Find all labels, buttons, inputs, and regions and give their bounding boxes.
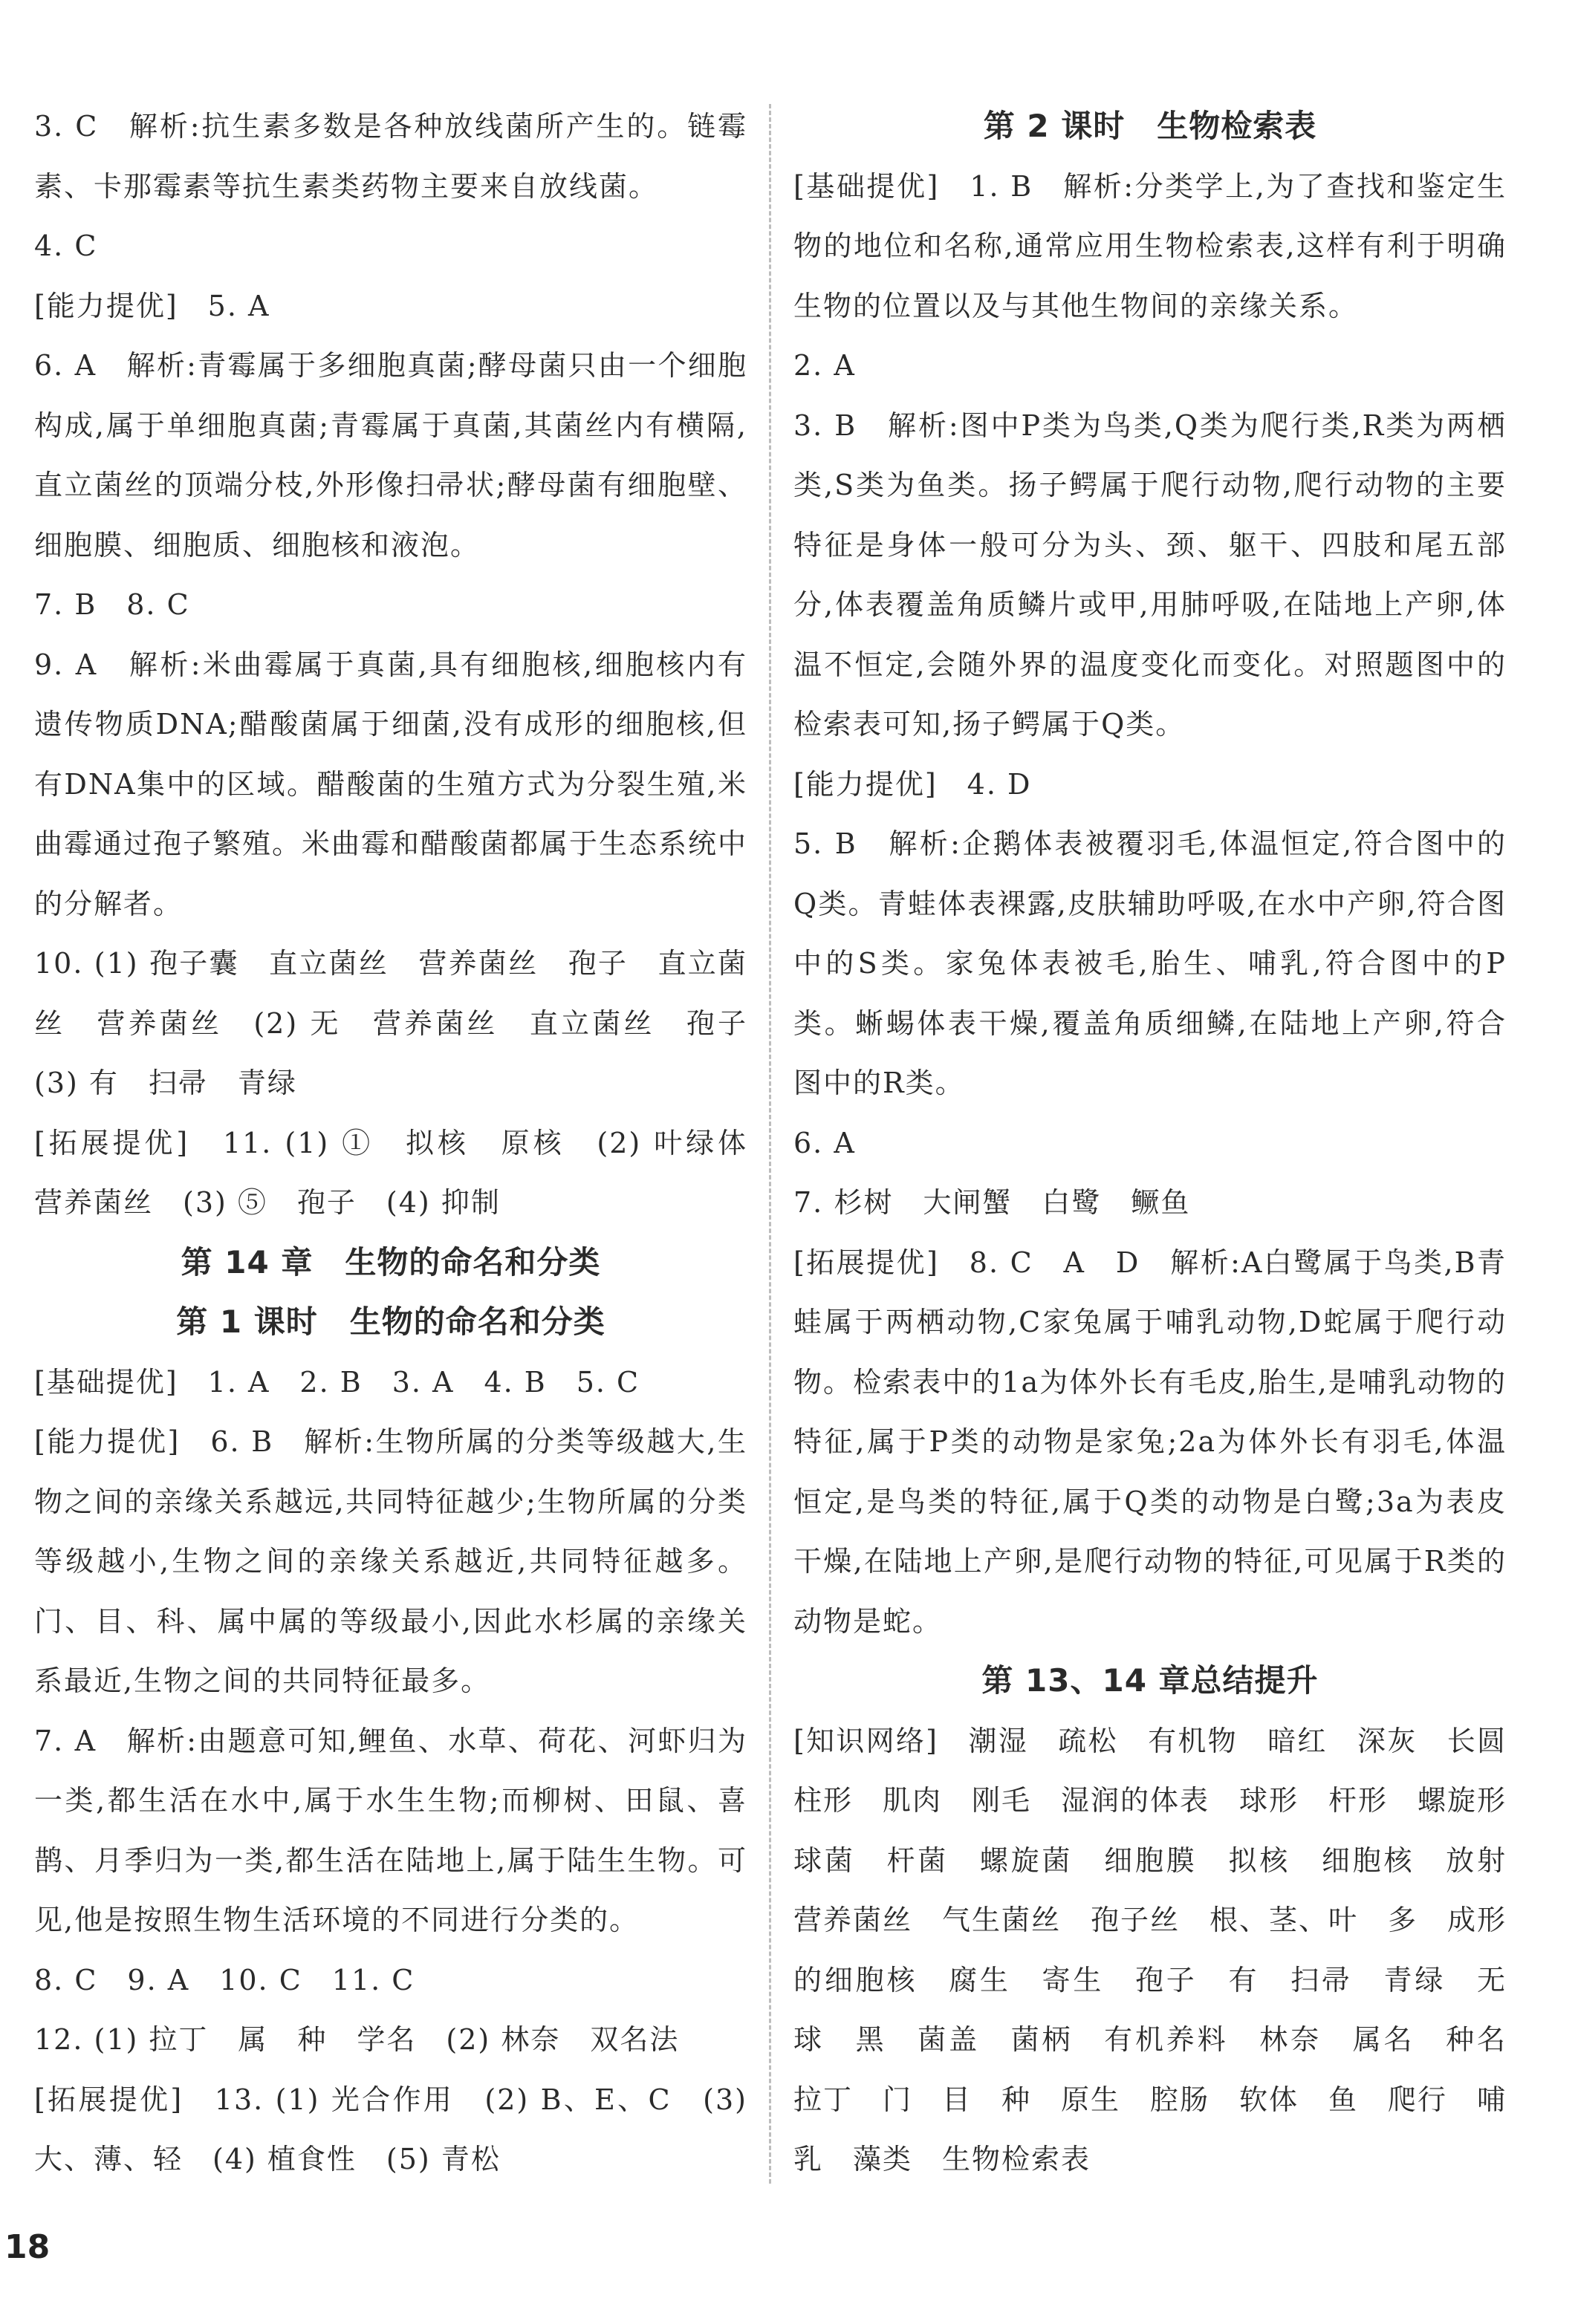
knowledge-network: [知识网络] 潮湿 疏松 有机物 暗红 深灰 长圆柱形 肌肉 刚毛 湿润的体表 球形 杆形 螺旋形 球菌 杆菌 螺旋菌 细胞膜 拟核 细胞核 放射 营养菌丝 气生菌丝 孢子丝 根、茎、叶 多 成形的细胞核 腐生 寄生 孢子 有 扫帚 青绿 无 球 黑 菌盖 菌柄 有机养料 林奈 属名 种名 拉丁 门 目 种 原生 腔肠 软体 鱼 爬行 哺乳 藻类 生物检索表 (793, 1724, 1537, 2175)
summary-title: 第 13、14 章总结提升 (981, 1662, 1319, 1699)
answer-5: 5. B 解析:企鹅体表被覆羽毛,体温恒定,符合图中的Q类。青蛙体表裸露,皮肤辅助呼吸,在水中产卵,符合图中的S类。家兔体表被毛,胎生、哺乳,符合图中的P类。蜥蜴体表干燥,覆盖角质细鳞,在陆地上产卵,符合图中的R类。 (793, 827, 1507, 1099)
column-divider (769, 104, 771, 2184)
lesson-1-title: 第 1 课时 生物的命名和分类 (176, 1303, 605, 1340)
ability-section-4: [能力提优] 4. D (793, 767, 1032, 801)
answer-6: 6. A 解析:青霉属于多细胞真菌;酵母菌只由一个细胞构成,属于单细胞真菌;青霉属于真菌,其菌丝内有横隔,直立菌丝的顶端分枝,外形像扫帚状;酵母菌有细胞壁、细胞膜、细胞质、细胞核和液泡。 (34, 349, 747, 562)
answer-8-11: 8. C 9. A 10. C 11. C (34, 1963, 415, 1996)
extension-section-13: [拓展提优] 13. (1) 光合作用 (2) B、E、C (3) 大、薄、轻 (4) 植食性 (5) 青松 (34, 2083, 747, 2175)
answer-4: 4. C (34, 230, 98, 262)
chapter-title: 第 14 章 生物的命名和分类 (181, 1243, 601, 1280)
basic-section-1-5: [基础提优] 1. A 2. B 3. A 4. B 5. C (34, 1365, 640, 1399)
basic-section-1: [基础提优] 1. B 解析:分类学上,为了查找和鉴定生物的地位和名称,通常应用生物检索表,这样有利于明确生物的位置以及与其他生物间的亲缘关系。 (793, 169, 1507, 322)
ability-section-6: [能力提优] 6. B 解析:生物所属的分类等级越大,生物之间的亲缘关系越远,共同特征越少;生物所属的分类等级越小,生物之间的亲缘关系越近,共同特征越多。门、目、科、属中属的等级最小,因此水杉属的亲缘关系最近,生物之间的共同特征最多。 (34, 1425, 747, 1697)
extension-section-8: [拓展提优] 8. C A D 解析:A白鹭属于鸟类,B青蛙属于两栖动物,C家兔属于哺乳动物,D蛇属于爬行动物。检索表中的1a为体外长有毛皮,胎生,是哺乳动物的特征,属于P类的动物是家兔;2a为体外长有羽毛,体温恒定,是鸟类的特征,属于Q类的动物是白鹭;3a为表皮干燥,在陆地上产卵,是爬行动物的特征,可见属于R类的动物是蛇。 (793, 1246, 1507, 1638)
answer-12: 12. (1) 拉丁 属 种 学名 (2) 林奈 双名法 (34, 2023, 680, 2056)
answer-10: 10. (1) 孢子囊 直立菌丝 营养菌丝 孢子 直立菌丝 营养菌丝 (2) 无 营养菌丝 直立菌丝 孢子 (3) 有 扫帚 青绿 (34, 947, 778, 1099)
answer-7-8: 7. B 8. C (34, 588, 190, 621)
answer-3: 3. C 解析:抗生素多数是各种放线菌所产生的。链霉素、卡那霉素等抗生素类药物主要来自放线菌。 (34, 110, 747, 203)
lesson-2-title: 第 2 课时 生物检索表 (983, 108, 1317, 144)
extension-section-11: [拓展提优] 11. (1) ① 拟核 原核 (2) 叶绿体 营养菌丝 (3) ⑤ 孢子 (4) 抑制 (34, 1126, 778, 1219)
right-column (793, 97, 1537, 2190)
answer-7-lesson1: 7. A 解析:由题意可知,鲤鱼、水草、荷花、河虾归为一类,都生活在水中,属于水生生物;而柳树、田鼠、喜鹊、月季归为一类,都生活在陆地上,属于陆生生物。可见,他是按照生物生活环境的不同进行分类的。 (34, 1724, 747, 1936)
answer-9: 9. A 解析:米曲霉属于真菌,具有细胞核,细胞核内有遗传物质DNA;醋酸菌属于细菌,没有成形的细胞核,但有DNA集中的区域。醋酸菌的生殖方式为分裂生殖,米曲霉通过孢子繁殖。米曲霉和醋酸菌都属于生态系统中的分解者。 (34, 648, 748, 920)
left-column (34, 97, 778, 2190)
page-number: 18 (4, 2228, 51, 2266)
ability-section-5: [能力提优] 5. A (34, 289, 270, 322)
answer-2: 2. A (793, 349, 856, 382)
answer-6-lesson2: 6. A (793, 1126, 856, 1159)
answer-7-lesson2: 7. 杉树 大闸蟹 白鹭 鳜鱼 (793, 1186, 1191, 1219)
answer-3-lesson2: 3. B 解析:图中P类为鸟类,Q类为爬行类,R类为两栖类,S类为鱼类。扬子鳄属于爬行动物,爬行动物的主要特征是身体一般可分为头、颈、躯干、四肢和尾五部分,体表覆盖角质鳞片或甲,用肺呼吸,在陆地上产卵,体温不恒定,会随外界的温度变化而变化。对照题图中的检索表可知,扬子鳄属于Q类。 (793, 409, 1507, 741)
